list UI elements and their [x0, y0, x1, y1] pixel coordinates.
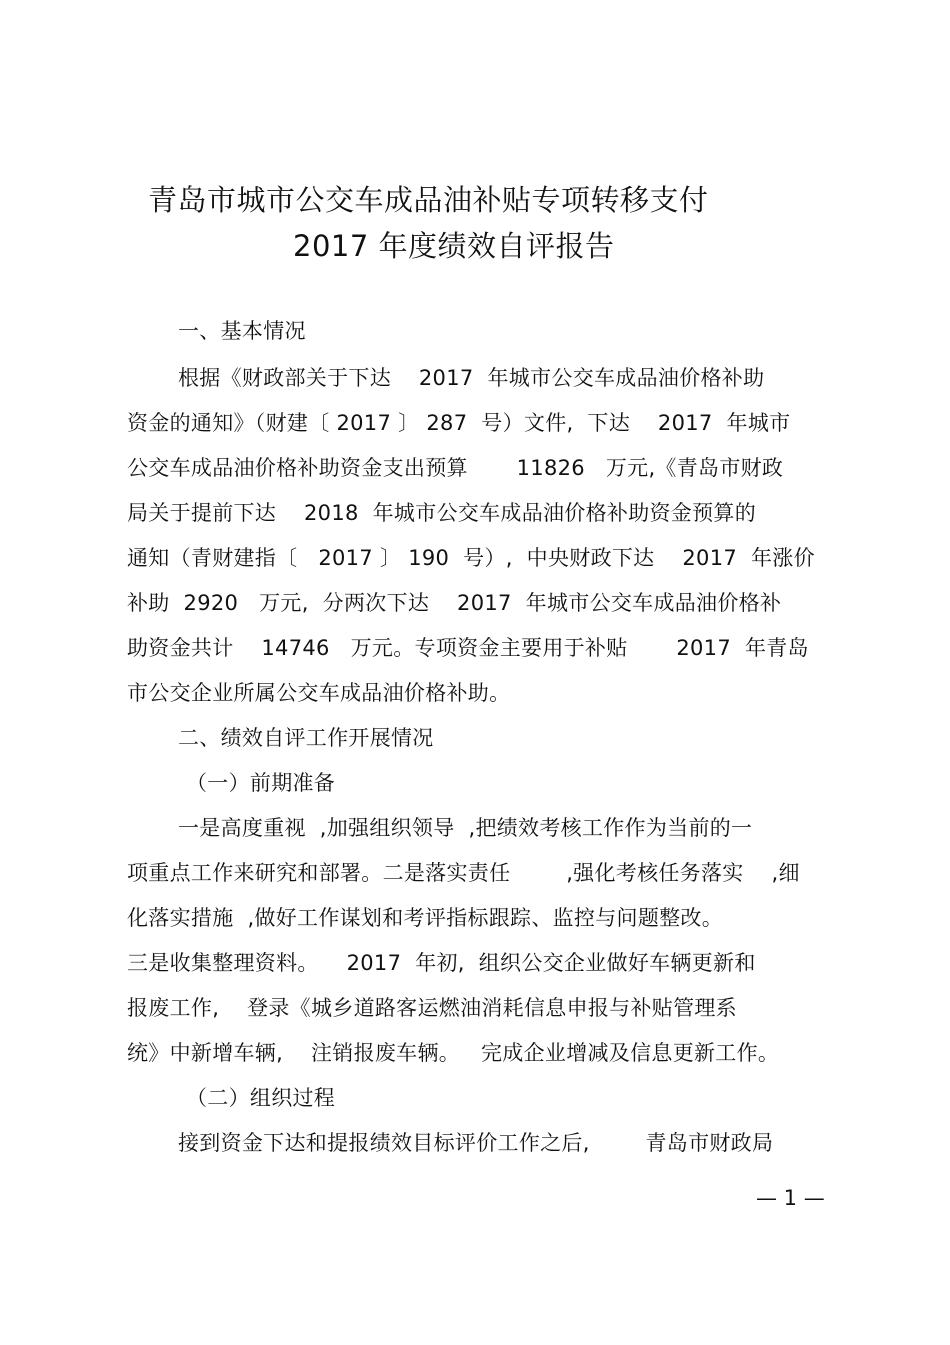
paragraph-line: 公交车成品油价格补助资金支出预算 11826 万元,《青岛市财政 — [127, 456, 784, 480]
paragraph-line: 通知（青财建指〔 2017 〕 190 号）, 中央财政下达 2017 年涨价 — [127, 546, 815, 570]
subsection-heading-process: （二）组织过程 — [186, 1086, 336, 1110]
paragraph-line: 资金的通知》（财建〔 2017 〕 287 号）文件, 下达 2017 年城市 — [127, 411, 791, 435]
section-heading-basic: 一、基本情况 — [178, 319, 306, 343]
paragraph-line: 项重点工作来研究和部署。二是落实责任 ,强化考核任务落实 ,细 — [127, 861, 800, 885]
page-number: — 1 — — [756, 1186, 825, 1210]
paragraph-line: 根据《财政部关于下达 2017 年城市公交车成品油价格补助 — [178, 366, 765, 390]
paragraph-line: 助资金共计 14746 万元。专项资金主要用于补贴 2017 年青岛 — [127, 636, 809, 660]
paragraph-line: 报废工作, 登录《城乡道路客运燃油消耗信息申报与补贴管理系 — [127, 996, 737, 1020]
document-title-line-2: 2017 年度绩效自评报告 — [293, 229, 615, 263]
document-title-line-1: 青岛市城市公交车成品油补贴专项转移支付 — [148, 183, 709, 217]
paragraph-line: 统》中新增车辆, 注销报废车辆。 完成企业增减及信息更新工作。 — [127, 1041, 780, 1065]
paragraph-line: 补助 2920 万元, 分两次下达 2017 年城市公交车成品油价格补 — [127, 591, 782, 615]
paragraph-line: 接到资金下达和提报绩效目标评价工作之后, 青岛市财政局 — [178, 1131, 774, 1155]
paragraph-line: 三是收集整理资料。 2017 年初, 组织公交企业做好车辆更新和 — [127, 951, 756, 975]
paragraph-line: 一是高度重视 ,加强组织领导 ,把绩效考核工作作为当前的一 — [178, 816, 753, 840]
paragraph-line: 局关于提前下达 2018 年城市公交车成品油价格补助资金预算的 — [127, 501, 756, 525]
paragraph-line: 化落实措施 ,做好工作谋划和考评指标跟踪、监控与问题整改。 — [127, 906, 724, 930]
subsection-heading-preparation: （一）前期准备 — [186, 771, 336, 795]
section-heading-self-evaluation: 二、绩效自评工作开展情况 — [178, 726, 434, 750]
paragraph-line: 市公交企业所属公交车成品油价格补助。 — [127, 681, 511, 705]
